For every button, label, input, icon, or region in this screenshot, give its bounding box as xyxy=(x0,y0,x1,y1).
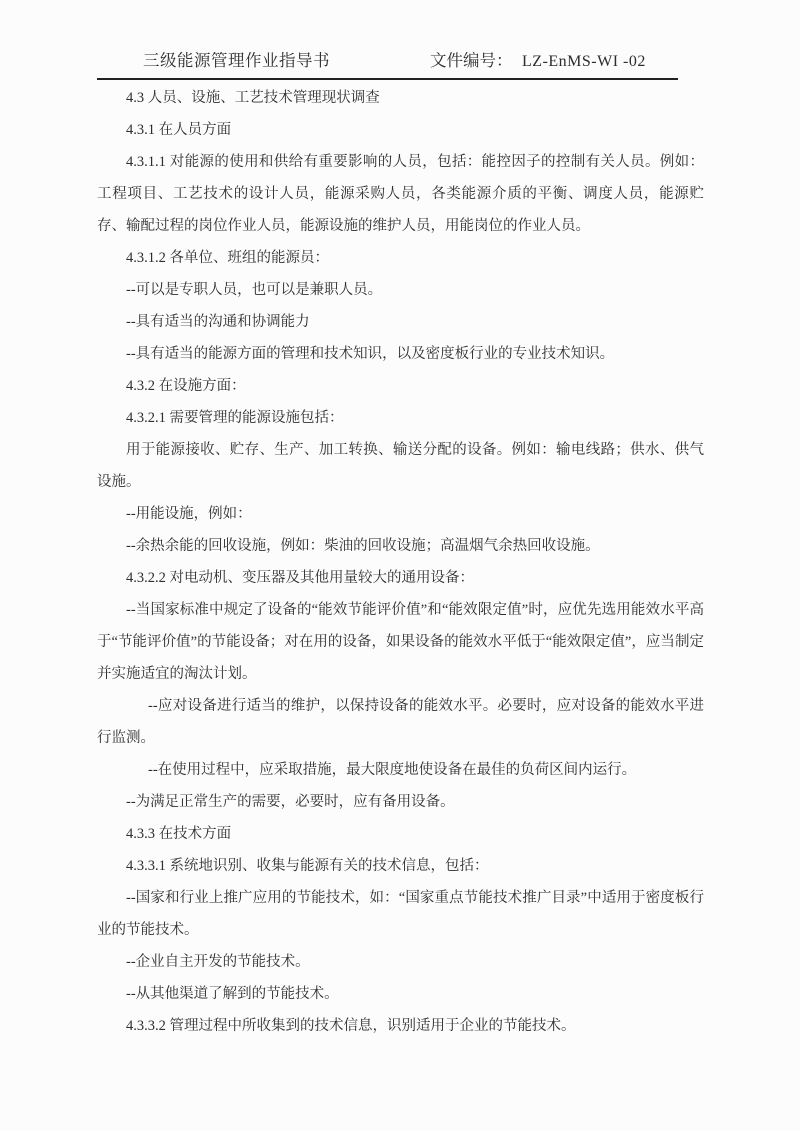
header-rule xyxy=(97,78,678,80)
header-title: 三级能源管理作业指导书 xyxy=(143,51,330,70)
paragraph-4-3-3-1: 4.3.3.1 系统地识别、收集与能源有关的技术信息，包括： xyxy=(126,858,489,874)
paragraph-facility-examples: 用于能源接收、贮存、生产、加工转换、输送分配的设备。例如：输电线路；供水、供气设施。 xyxy=(97,442,704,490)
paragraph-4-3-2-1: 4.3.2.1 需要管理的能源设施包括： xyxy=(126,410,344,426)
dash-item-equipment-4: --为满足正常生产的需要，必要时，应有备用设备。 xyxy=(126,794,455,810)
dash-item-equipment-2: --应对设备进行适当的维护，以保持设备的能效水平。必要时，应对设备的能效水平进行监测。 xyxy=(97,698,704,746)
dash-item-technology-1: --国家和行业上推广应用的节能技术，如：“国家重点节能技术推广目录”中适用于密度板行业的节能技术。 xyxy=(97,890,704,938)
doc-number-label: 文件编号： xyxy=(430,51,513,70)
paragraph-4-3-1-2: 4.3.1.2 各单位、班组的能源员： xyxy=(126,250,329,266)
dash-item-energy-staff-2: --具有适当的沟通和协调能力 xyxy=(126,314,310,330)
document-body xyxy=(97,82,704,1042)
dash-item-equipment-1: --当国家标准中规定了设备的“能效节能评价值”和“能效限定值”时，应优先选用能效水平高于“节能评价值”的节能设备；对在用的设备，如果设备的能效水平低于“能效限定值”，应当制定并实施适宜的淘汰计划。 xyxy=(97,602,704,682)
dash-item-equipment-3: --在使用过程中，应采取措施，最大限度地使设备在最佳的负荷区间内运行。 xyxy=(148,762,637,778)
dash-item-facility-2: --余热余能的回收设施，例如：柴油的回收设施；高温烟气余热回收设施。 xyxy=(126,538,600,554)
dash-item-technology-2: --企业自主开发的节能技术。 xyxy=(126,954,310,970)
paragraph-4-3-2: 4.3.2 在设施方面： xyxy=(126,378,246,394)
paragraph-4-3-3-2: 4.3.3.2 管理过程中所收集到的技术信息，识别适用于企业的节能技术。 xyxy=(126,1018,576,1034)
doc-number-value: LZ-EnMS-WI -02 xyxy=(522,53,646,70)
paragraph-4-3-2-2: 4.3.2.2 对电动机、变压器及其他用量较大的通用设备： xyxy=(126,570,474,586)
paragraph-4-3-3: 4.3.3 在技术方面 xyxy=(126,826,232,842)
dash-item-technology-3: --从其他渠道了解到的节能技术。 xyxy=(126,986,339,1002)
dash-item-energy-staff-3: --具有适当的能源方面的管理和技术知识，以及密度板行业的专业技术知识。 xyxy=(126,346,615,362)
dash-item-facility-1: --用能设施，例如： xyxy=(126,506,252,522)
paragraph-4-3: 4.3 人员、设施、工艺技术管理现状调查 xyxy=(126,90,380,106)
paragraph-4-3-1: 4.3.1 在人员方面 xyxy=(126,122,232,138)
dash-item-energy-staff-1: --可以是专职人员，也可以是兼职人员。 xyxy=(126,282,383,298)
paragraph-4-3-1-1: 4.3.1.1 对能源的使用和供给有重要影响的人员，包括：能控因子的控制有关人员。例如：工程项目、工艺技术的设计人员，能源采购人员，各类能源介质的平衡、调度人员，能源贮存、输配过程的岗位作业人员，能源设施的维护人员，用能岗位的作业人员。 xyxy=(97,154,704,234)
